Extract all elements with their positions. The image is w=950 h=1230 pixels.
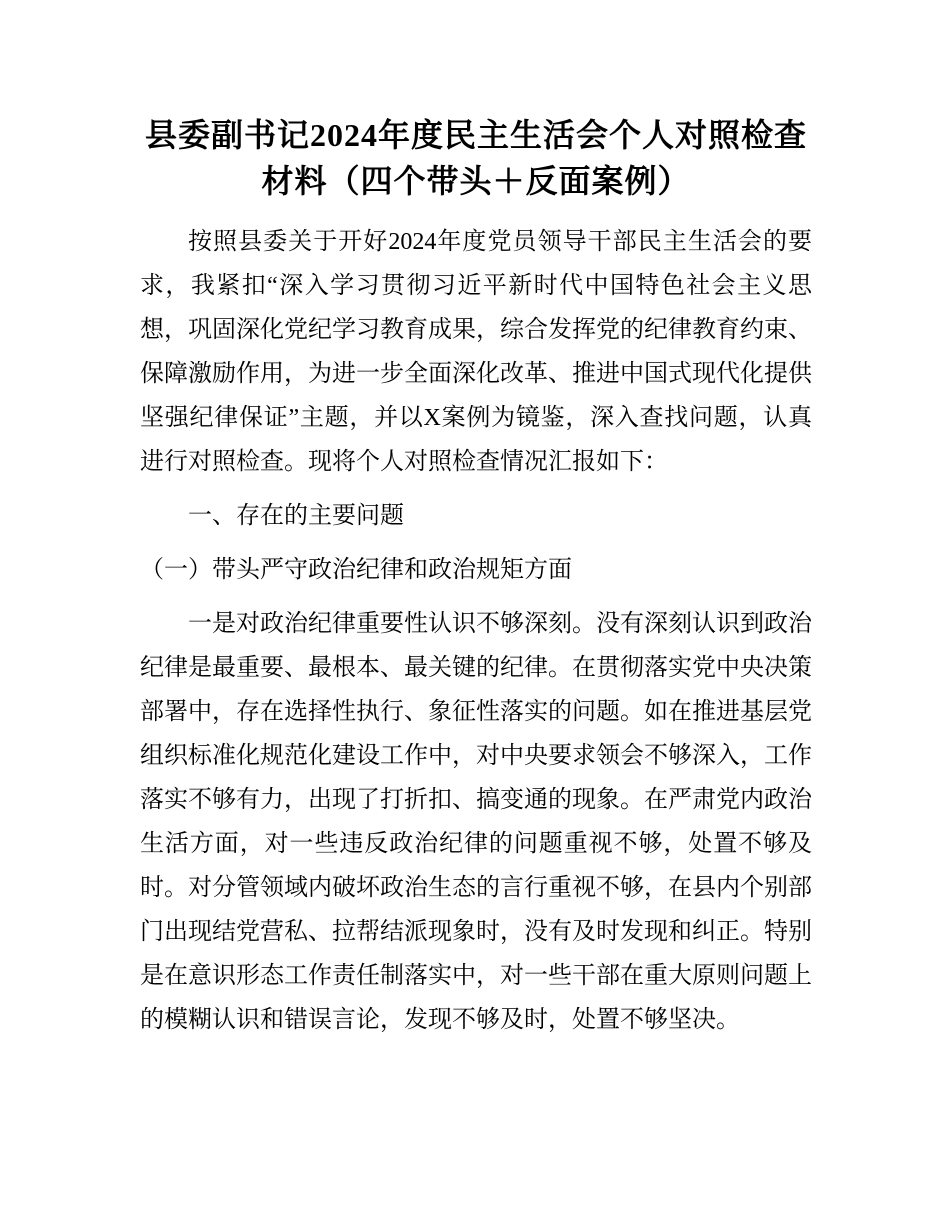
subsection-1-body: 一是对政治纪律重要性认识不够深刻。没有深刻认识到政治纪律是最重要、最根本、最关键的纪律。在贯彻落实党中央决策部署中，存在选择性执行、象征性落实的问题。如在推进基层党组织标准化规范化建设工作中，对中央要求领会不够深入，工作落实不够有力，出现了打折扣、搞变通的现象。在严肃党内政治生活方面，对一些违反政治纪律的问题重视不够，处置不够及时。对分管领域内破坏政治生态的言行重视不够，在县内个别部门出现结党营私、拉帮结派现象时，没有及时发现和纠正。特别是在意识形态工作责任制落实中，对一些干部在重大原则问题上的模糊认识和错误言论，发现不够及时，处置不够坚决。 — [140, 611, 812, 1033]
intro-paragraph: 按照县委关于开好2024年度党员领导干部民主生活会的要求，我紧扣“深入学习贯彻习近平新时代中国特色社会主义思想，巩固深化党纪学习教育成果，综合发挥党的纪律教育约束、保障激励作用，为进一步全面深化改革、推进中国式现代化提供坚强纪律保证”主题，并以X案例为镜鉴，深入查找问题，认真进行对照检查。现将个人对照检查情况汇报如下： — [140, 229, 812, 475]
subsection-1-heading: （一）带头严守政治纪律和政治规矩方面 — [140, 557, 572, 583]
document-title: 县委副书记2024年度民主生活会个人对照检查材料（四个带头＋反面案例） — [144, 117, 807, 199]
section-1-heading: 一、存在的主要问题 — [188, 503, 404, 529]
